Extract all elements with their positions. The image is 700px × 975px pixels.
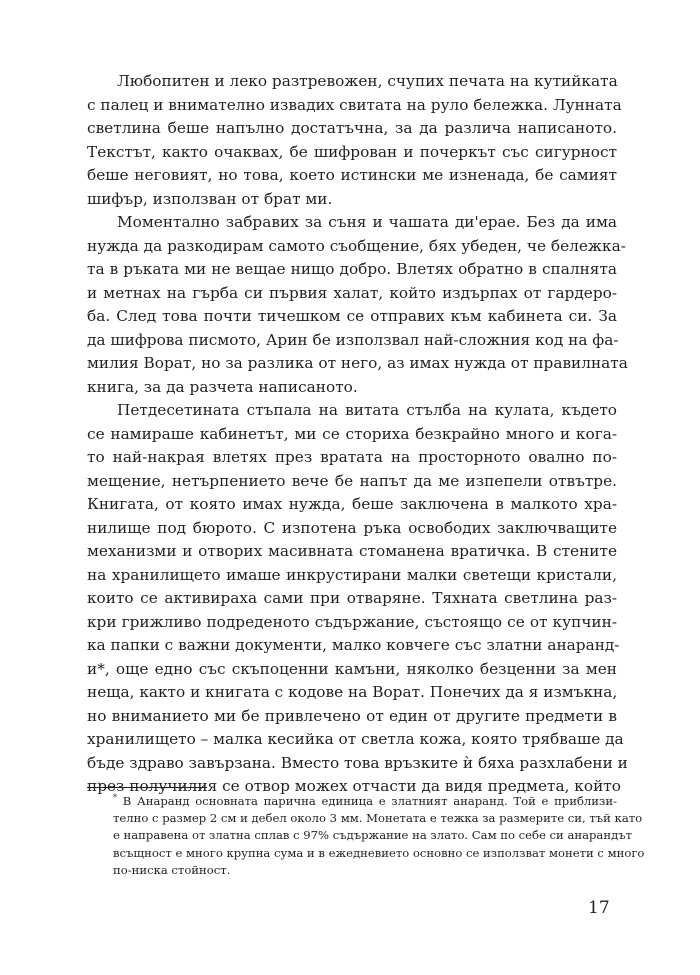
text-line: мещение, нетърпението вече бе напът да ме изпепели отвътре. [87,471,617,490]
text-line: беше неговият, но това, което истински ме изненада, бе самият [87,166,617,184]
paragraph-1 [87,70,622,211]
text-line: неща, както и книгата с кодове на Ворат. Понечих да я измъкна, [87,683,618,701]
text-line: нилище под бюрото. С изпотена ръка освободих заключващите [87,518,617,537]
paragraph-3 [87,399,628,799]
text-line: механизми и отворих масивната стоманена вратичка. В стените [87,542,617,560]
text-line: нужда да разкодирам самото съобщение, бях убеден, че бележка- [87,236,626,255]
footnote-marker: * [113,793,117,803]
text-line: Книгата, от която имах нужда, беше заключена в малкото хра- [87,495,617,513]
text-line: и*, още едно със скъпоценни камъни, няколко безценни за мен [87,659,617,678]
footnote-divider [87,787,207,788]
footnote-line: телно с размер 2 см и дебел около 3 мм. Монетата е тежка за размерите си, тъй като [113,811,643,826]
text-line: кри грижливо подреденото съдържание, състоящо се от купчин- [87,612,617,631]
text-line: бъде здраво завързана. Вместо това връзките ѝ бяха разхлабени и [87,753,628,772]
text-line: ка папки с важни документи, малко ковчеге със златни анаранд- [87,636,620,654]
footnote-line [113,793,617,810]
body-text [87,70,628,799]
text-line: та в ръката ми не вещае нищо добро. Влетях обратно в спалнята [87,260,617,278]
text-line: книга, за да разчета написаното. [87,377,358,396]
text-line: Текстът, както очаквах, бе шифрован и почеркът със сигурност [87,142,617,161]
footnote-line: е направена от златна сплав с 97% съдържание на злато. Сам по себе си анарандът [113,828,633,843]
text-line: хранилището – малка кесийка от светла кожа, която трябваше да [87,730,624,748]
text-line: светлина беше напълно достатъчна, за да различа написаното. [87,119,617,137]
text-line: които се активираха сами при отваряне. Тяхната светлина раз- [87,589,617,607]
text-line: ба. След това почти тичешком се отправих към кабинета си. За [87,307,617,325]
text-line: през получилия се отвор можех отчасти да видя предмета, който [87,777,621,795]
text-line: но вниманието ми бе привлечено от един от другите предмети в [87,706,617,725]
paragraph-2 [87,211,628,399]
text-line: шифър, използван от брат ми. [87,189,333,208]
text-line: и метнах на гърба си първия халат, който издърпах от гардеро- [87,283,617,302]
text-line: да шифрова писмото, Арин бе използвал най-сложния код на фа- [87,330,619,349]
text-line: на хранилището имаше инкрустирани малки светещи кристали, [87,565,617,584]
text-line: с палец и внимателно извадих свитата на руло бележка. Лунната [87,95,622,114]
footnote-line: по-ниска стойност. [113,862,231,877]
text-line: то най-накрая влетях през вратата на просторното овално по- [87,448,617,466]
text-line: се намираше кабинетът, ми се сториха безкрайно много и кога- [87,424,617,443]
text-line: Моментално забравих за съня и чашата ди'ерае. Без да има [117,213,617,231]
text-line: милия Ворат, но за разлика от него, аз имах нужда от правилната [87,354,628,372]
text-line: Любопитен и леко разтревожен, счупих печата на кутийката [117,72,618,90]
footnote-line: всъщност е много крупна сума и в ежедневието основно се използват монети с много [113,845,645,860]
text-line: Петдесетината стъпала на витата стълба на кулата, където [117,401,617,419]
footnote [113,793,645,879]
page-number: 17 [588,898,610,918]
footnote-line-text: В Анаранд основната парична единица е златният анаранд. Той е приблизи- [122,794,617,808]
